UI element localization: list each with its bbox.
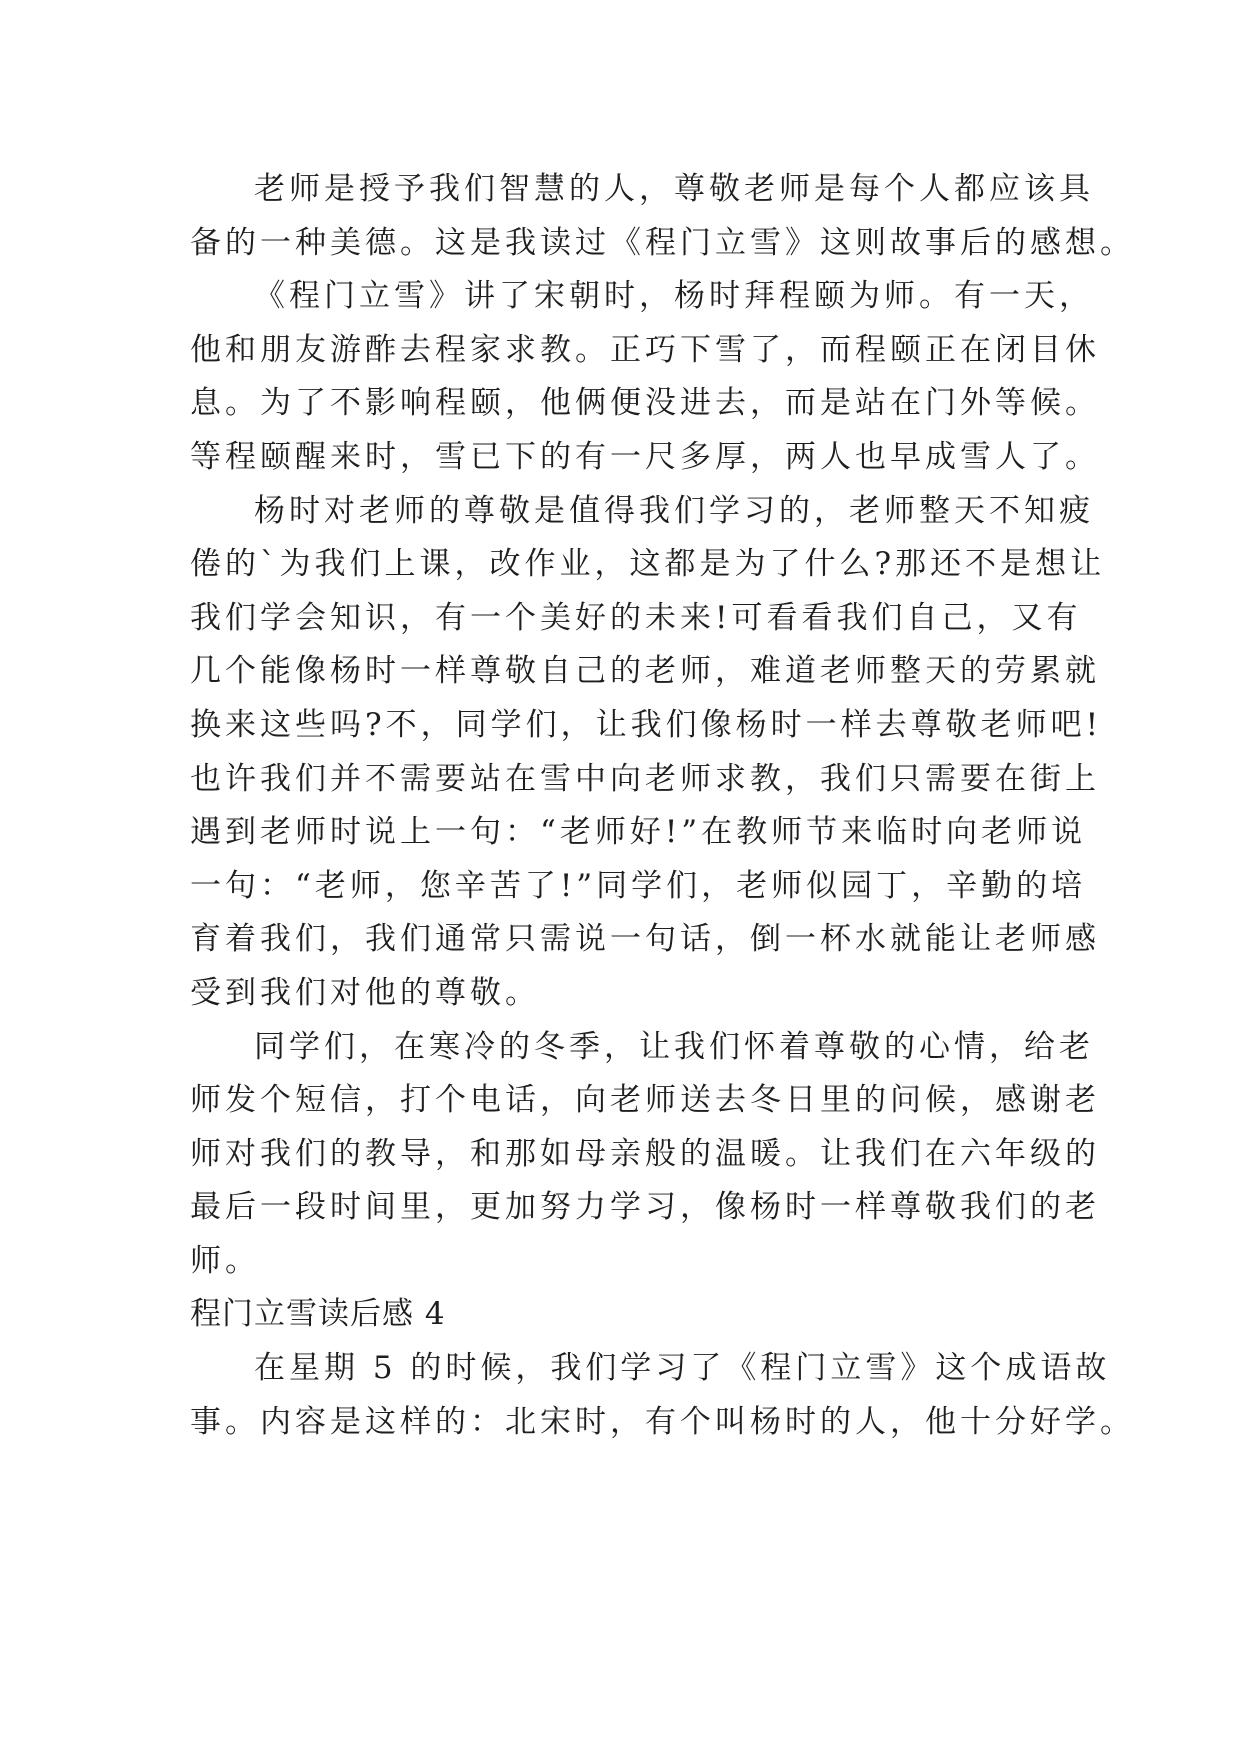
paragraph-line: 备的一种美德。这是我读过《程门立雪》这则故事后的感想。 (190, 224, 1135, 261)
paragraph-line: 受到我们对他的尊敬。 (190, 974, 540, 1011)
paragraph-line: 杨时对老师的尊敬是值得我们学习的，老师整天不知疲 (254, 492, 1094, 529)
paragraph-line: 等程颐醒来时，雪已下的有一尺多厚，两人也早成雪人了。 (190, 438, 1100, 475)
document-body (190, 163, 1135, 1449)
paragraph-line: 师对我们的教导，和那如母亲般的温暖。让我们在六年级的 (190, 1135, 1100, 1172)
paragraph-line: 遇到老师时说上一句：“老师好!”在教师节来临时向老师说 (190, 814, 1087, 851)
paragraph-line: 他和朋友游酢去程家求教。正巧下雪了，而程颐正在闭目休 (190, 331, 1100, 368)
paragraph-line: 倦的`为我们上课，改作业，这都是为了什么?那还不是想让 (190, 546, 1106, 583)
paragraph-line: 息。为了不影响程颐，他俩便没进去，而是站在门外等候。 (190, 385, 1100, 422)
paragraph-line: 同学们，在寒冷的冬季，让我们怀着尊敬的心情，给老 (254, 1028, 1094, 1065)
paragraph-line: 《程门立雪》讲了宋朝时，杨时拜程颐为师。有一天， (254, 278, 1094, 315)
paragraph-line: 也许我们并不需要站在雪中向老师求教，我们只需要在街上 (190, 760, 1100, 797)
section-heading: 程门立雪读后感 4 (190, 1296, 446, 1333)
paragraph-line: 育着我们，我们通常只需说一句话，倒一杯水就能让老师感 (190, 921, 1100, 958)
paragraph-line: 老师是授予我们智慧的人，尊敬老师是每个人都应该具 (254, 171, 1094, 207)
paragraph-line: 在星期 5 的时候，我们学习了《程门立雪》这个成语故 (254, 1350, 1111, 1387)
paragraph-line: 最后一段时间里，更加努力学习，像杨时一样尊敬我们的老 (190, 1189, 1100, 1226)
paragraph-line: 事。内容是这样的：北宋时，有个叫杨时的人，他十分好学。 (190, 1403, 1135, 1440)
paragraph-line: 一句：“老师，您辛苦了!”同学们，老师似园丁，辛勤的培 (190, 867, 1087, 904)
paragraph-line: 我们学会知识，有一个美好的未来!可看看我们自己，又有 (190, 599, 1082, 636)
paragraph-line: 几个能像杨时一样尊敬自己的老师，难道老师整天的劳累就 (190, 653, 1100, 690)
paragraph-line: 换来这些吗?不，同学们，让我们像杨时一样去尊敬老师吧! (190, 706, 1103, 743)
paragraph-line: 师发个短信，打个电话，向老师送去冬日里的问候，感谢老 (190, 1082, 1100, 1119)
paragraph-line: 师。 (190, 1242, 260, 1279)
